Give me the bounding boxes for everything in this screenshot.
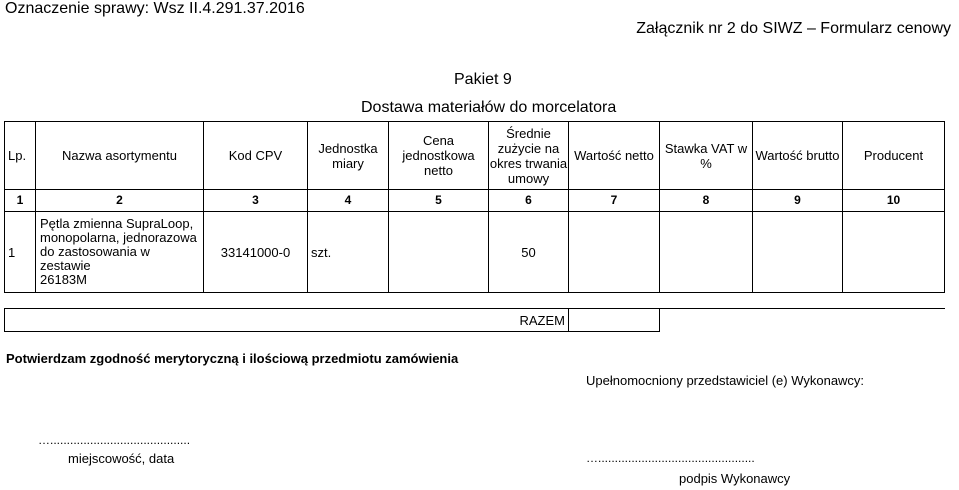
row-producer[interactable] <box>843 212 945 293</box>
col-price-line3: netto <box>424 163 453 178</box>
row-name <box>36 212 204 293</box>
row-unit: szt. <box>308 212 389 293</box>
col-usage-line4: umowy <box>507 170 550 186</box>
price-form-table <box>4 121 945 332</box>
confirmation-text: Potwierdzam zgodność merytoryczną i ilościową przedmiotu zamówienia <box>6 351 459 366</box>
signature-label: podpis Wykonawcy <box>679 471 791 486</box>
col-number: 9 <box>753 190 843 212</box>
row-net-value[interactable] <box>569 212 660 293</box>
row-price[interactable] <box>389 212 489 293</box>
col-number: 1 <box>5 190 36 212</box>
row-vat[interactable] <box>660 212 753 293</box>
signature-line[interactable]: …............................................... <box>586 451 755 465</box>
row-name-line2: monopolarna, jednorazowa <box>40 230 197 245</box>
total-row <box>5 309 945 332</box>
col-price-header <box>389 122 489 190</box>
case-reference: Oznaczenie sprawy: Wsz II.4.291.37.2016 <box>5 0 305 17</box>
place-date-label: miejscowość, data <box>68 451 175 466</box>
package-title: Pakiet 9 <box>454 71 512 88</box>
table-row <box>5 212 945 293</box>
col-vat-header <box>660 122 753 190</box>
col-number: 2 <box>36 190 204 212</box>
col-vat-line1: Stawka VAT w <box>664 140 748 156</box>
col-number: 7 <box>569 190 660 212</box>
col-number: 5 <box>389 190 489 212</box>
row-lp: 1 <box>5 212 36 293</box>
col-usage-line2: zużycie na <box>497 140 560 156</box>
attachment-title: Załącznik nr 2 do SIWZ – Formularz cenowy <box>636 20 951 37</box>
row-gross-value[interactable] <box>753 212 843 293</box>
col-number: 6 <box>489 190 569 212</box>
col-name-header: Nazwa asortymentu <box>36 122 204 190</box>
row-name-line1: Pętla zmienna SupraLoop, <box>40 216 194 231</box>
col-cpv-header: Kod CPV <box>204 122 308 190</box>
col-vat-line2: % <box>700 155 712 171</box>
delivery-title: Dostawa materiałów do morcelatora <box>361 99 617 116</box>
total-label: RAZEM <box>5 309 569 332</box>
spacer-cell <box>5 293 945 309</box>
col-number: 10 <box>843 190 945 212</box>
header-row <box>5 122 945 190</box>
column-number-row <box>5 190 945 212</box>
col-number: 8 <box>660 190 753 212</box>
col-price-line1: Cena <box>422 133 455 148</box>
col-lp-header: Lp. <box>5 122 36 190</box>
col-number: 4 <box>308 190 389 212</box>
total-net-value[interactable] <box>569 309 660 332</box>
col-usage-line3: okres trwania <box>489 155 568 171</box>
col-unit-line2: miary <box>332 155 364 171</box>
col-number: 3 <box>204 190 308 212</box>
total-empty <box>660 309 753 332</box>
place-date-line[interactable]: ….......................................... <box>38 433 191 447</box>
row-usage: 50 <box>489 212 569 293</box>
col-net-value-header: Wartość netto <box>569 122 660 190</box>
col-usage-header <box>489 122 569 190</box>
total-empty <box>843 309 945 332</box>
col-unit-line1: Jednostka <box>318 140 378 156</box>
col-gross-value-header: Wartość brutto <box>753 122 843 190</box>
col-price-line2: jednostkowa <box>402 148 475 163</box>
row-name-line4: 26183M <box>40 272 87 287</box>
col-unit-header <box>308 122 389 190</box>
spacer-row <box>5 293 945 309</box>
total-empty <box>753 309 843 332</box>
representative-label: Upełnomocniony przedstawiciel (e) Wykonawcy: <box>586 373 865 388</box>
row-name-line3: do zastosowania w zestawie <box>40 244 150 273</box>
col-producer-header: Producent <box>843 122 945 190</box>
col-usage-line1: Średnie <box>506 125 551 141</box>
row-cpv: 33141000-0 <box>204 212 308 293</box>
